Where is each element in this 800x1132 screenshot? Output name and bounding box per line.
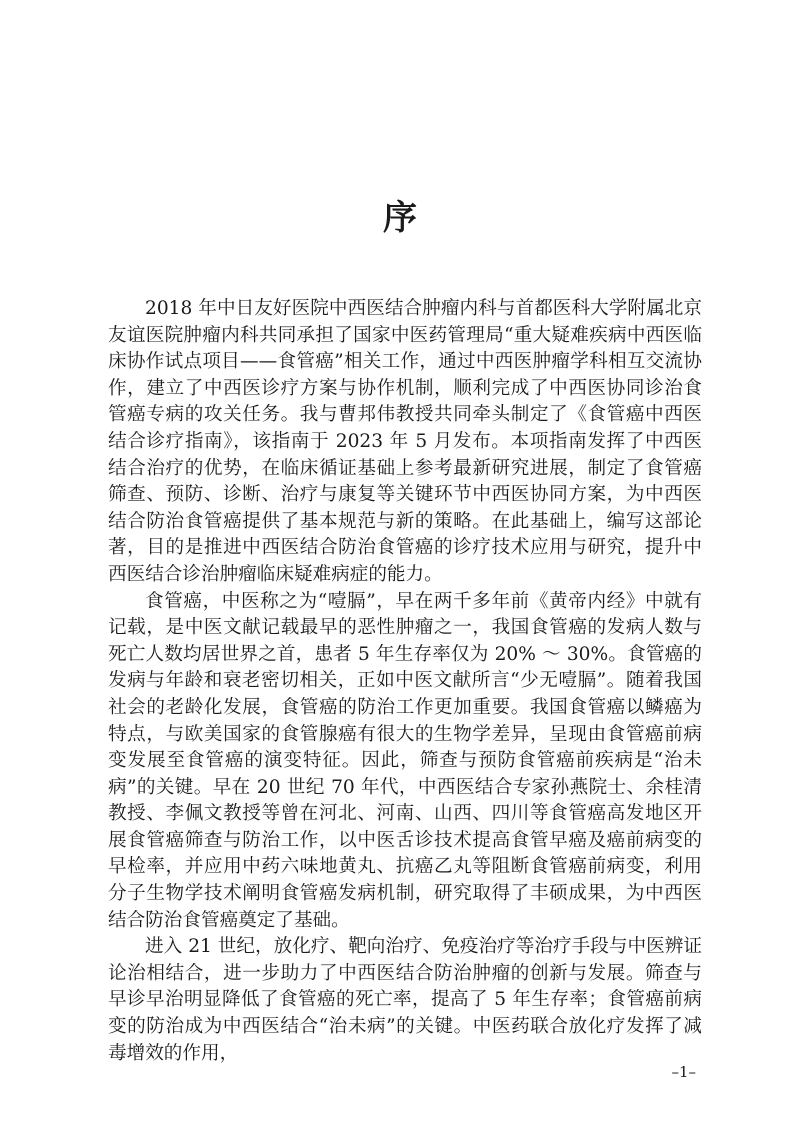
paragraph-2: 食管癌，中医称之为“噎膈”，早在两千多年前《黄帝内经》中就有记载，是中医文献记载最早的恶性肿瘤之一，我国食管癌的发病人数与死亡人数均居世界之首，患者 5 年生存率仅为 20% ～ 30%。食管癌的发病与年龄和衰老密切相关，正如中医文献所言“少无噎膈”。随着我国社会的老龄化发展，食管癌的防治工作更加重要。我国食管癌以鳞癌为特点，与欧美国家的食管腺癌有很大的生物学差异，呈现由食管癌前病变发展至食管癌的演变特征。因此，筛查与预防食管癌前疾病是“治未病”的关键。早在 20 世纪 70 年代，中西医结合专家孙燕院士、余桂清教授、李佩文教授等曾在河北、河南、山西、四川等食管癌高发地区开展食管癌筛查与防治工作，以中医舌诊技术提高食管早癌及癌前病变的早检率，并应用中药六味地黄丸、抗癌乙丸等阻断食管癌前病变，利用分子生物学技术阐明食管癌发病机制，研究取得了丰硕成果，为中西医结合防治食管癌奠定了基础。 xyxy=(108,590,702,931)
page-title: 序 xyxy=(383,198,417,238)
paragraph-1: 2018 年中日友好医院中西医结合肿瘤内科与首都医科大学附属北京友谊医院肿瘤内科共同承担了国家中医药管理局“重大疑难疾病中西医临床协作试点项目——食管癌”相关工作，通过中西医肿瘤学科相互交流协作，建立了中西医诊疗方案与协作机制，顺利完成了中西医协同诊治食管癌专病的攻关任务。我与曹邦伟教授共同牵头制定了《食管癌中西医结合诊疗指南》，该指南于 2023 年 5 月发布。本项指南发挥了中西医结合治疗的优势，在临床循证基础上参考最新研究进展，制定了食管癌筛查、预防、诊断、治疗与康复等关键环节中西医协同方案，为中西医结合防治食管癌提供了基本规范与新的策略。在此基础上，编写这部论著，目的是推进中西医结合防治食管癌的诊疗技术应用与研究，提升中西医结合诊治肿瘤临床疑难病症的能力。 xyxy=(108,298,702,585)
page-number: –1– xyxy=(671,1063,696,1081)
paragraph-3: 进入 21 世纪，放化疗、靶向治疗、免疫治疗等治疗手段与中医辨证论治相结合，进一步助力了中西医结合防治肿瘤的创新与发展。筛查与早诊早治明显降低了食管癌的死亡率，提高了 5 年生存率；食管癌前病变的防治成为中西医结合“治未病”的关键。中医药联合放化疗发挥了减毒增效的作用， xyxy=(108,936,702,1064)
body-text xyxy=(108,296,702,1067)
